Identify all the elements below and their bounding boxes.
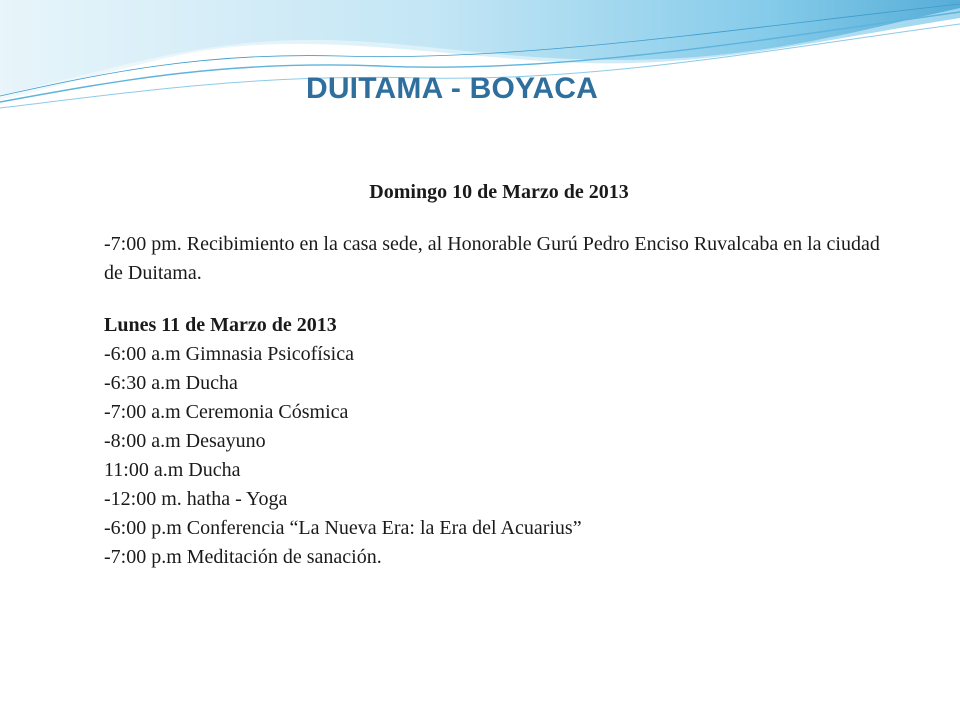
schedule-item: -7:00 a.m Ceremonia Cósmica bbox=[104, 401, 349, 423]
spacer bbox=[104, 288, 904, 311]
schedule-item: -6:00 a.m Gimnasia Psicofísica bbox=[104, 343, 354, 365]
page-title: DUITAMA - BOYACA bbox=[305, 72, 599, 105]
sunday-heading: Domingo 10 de Marzo de 2013 bbox=[369, 181, 629, 203]
schedule-item: 11:00 a.m Ducha bbox=[104, 459, 241, 481]
schedule-item: -12:00 m. hatha - Yoga bbox=[104, 488, 288, 510]
schedule-item: -7:00 p.m Meditación de sanación. bbox=[104, 546, 382, 568]
schedule-item: -6:30 a.m Ducha bbox=[104, 372, 238, 394]
sunday-event: -7:00 pm. Recibimiento en la casa sede, al Honorable Gurú Pedro Enciso Ruvalcaba en la ciudad de Duitama. bbox=[104, 233, 880, 284]
schedule-content bbox=[104, 178, 904, 572]
spacer bbox=[104, 207, 904, 230]
header-wave-decoration bbox=[0, 0, 960, 130]
schedule-item: -6:00 p.m Conferencia “La Nueva Era: la Era del Acuarius” bbox=[104, 517, 582, 539]
schedule-item: -8:00 a.m Desayuno bbox=[104, 430, 266, 452]
monday-heading: Lunes 11 de Marzo de 2013 bbox=[104, 314, 337, 336]
